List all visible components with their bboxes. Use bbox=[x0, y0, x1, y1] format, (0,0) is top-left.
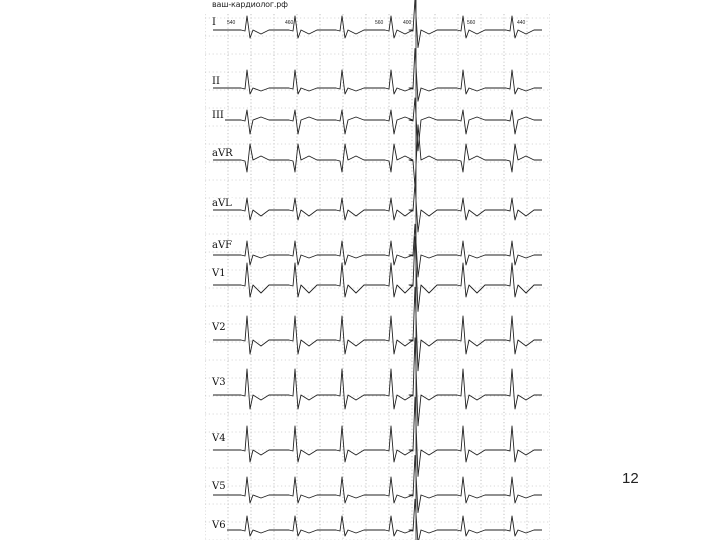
rr-label: 560 bbox=[375, 20, 384, 26]
rr-label: 540 bbox=[227, 20, 236, 26]
ecg-trace-v3 bbox=[213, 338, 542, 426]
lead-label-iii: III bbox=[212, 110, 224, 121]
ecg-trace-v6 bbox=[213, 499, 542, 540]
lead-label-ii: II bbox=[212, 76, 220, 87]
page-number: 12 bbox=[622, 470, 639, 487]
ecg-trace-avr bbox=[213, 125, 542, 187]
ecg-grid bbox=[205, 14, 550, 540]
ecg-strip bbox=[205, 0, 550, 540]
ecg-trace-avf bbox=[213, 224, 542, 277]
lead-label-avl: aVL bbox=[212, 198, 232, 209]
ecg-trace-v1 bbox=[213, 237, 542, 312]
ecg-trace-v4 bbox=[213, 397, 542, 476]
rr-label: 440 bbox=[517, 20, 526, 26]
rr-label: 560 bbox=[467, 20, 476, 26]
ecg-trace-ii bbox=[213, 48, 542, 101]
lead-label-avr: aVR bbox=[212, 148, 233, 159]
lead-label-v2: V2 bbox=[212, 322, 226, 333]
ecg-trace-iii bbox=[213, 98, 542, 151]
lead-label-v3: V3 bbox=[212, 377, 226, 388]
lead-label-avf: aVF bbox=[212, 240, 233, 251]
ecg-trace-avl bbox=[213, 184, 542, 232]
site-watermark: ваш-кардиолог.рф bbox=[212, 0, 288, 9]
ecg-trace-v2 bbox=[213, 287, 542, 371]
lead-label-v4: V4 bbox=[212, 433, 226, 444]
lead-label-i: I bbox=[212, 17, 216, 28]
rr-label: 400 bbox=[403, 20, 412, 26]
lead-label-v6: V6 bbox=[212, 520, 226, 531]
lead-label-v5: V5 bbox=[212, 481, 226, 492]
lead-label-v1: V1 bbox=[212, 268, 226, 279]
rr-label: 460 bbox=[285, 20, 294, 26]
